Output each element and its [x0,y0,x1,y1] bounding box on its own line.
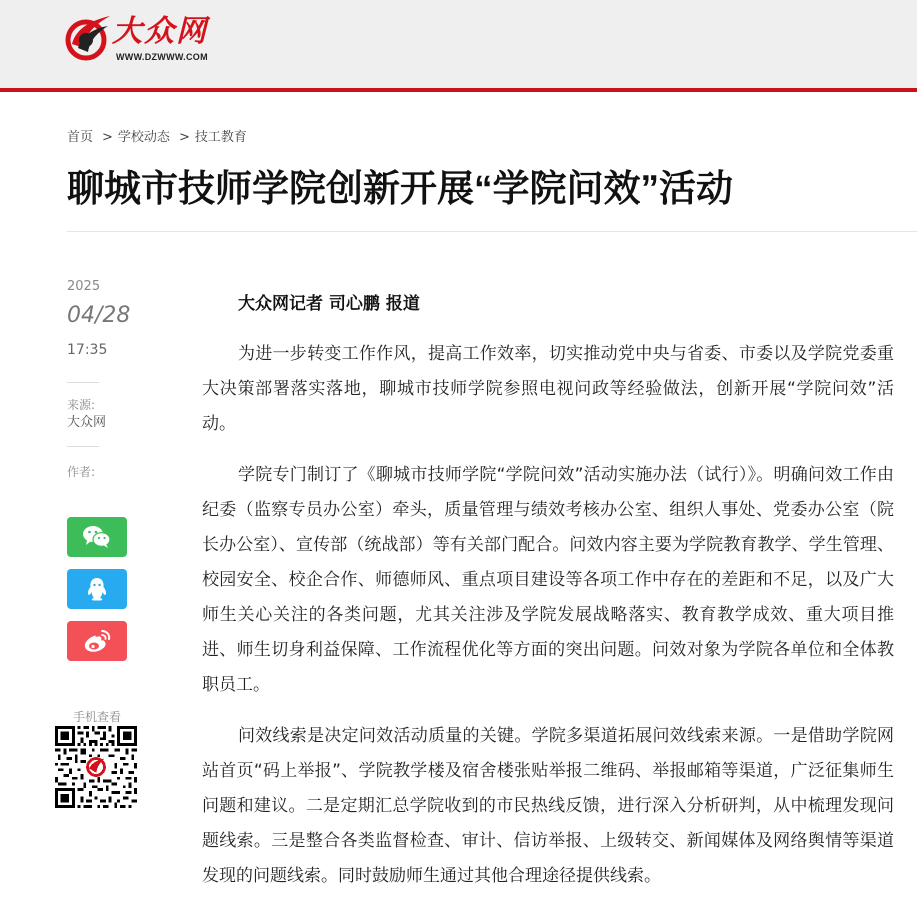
breadcrumb-separator: > [178,130,190,145]
breadcrumb-technical-education[interactable]: 技工教育 [194,130,247,145]
mobile-view-label: 手机查看 [72,710,121,724]
logo-swirl-icon [64,10,114,62]
article-title: 聊城市技师学院创新开展“学院问效”活动 [67,168,733,209]
article-paragraph: 问效线索是决定问效活动质量的关键。学院多渠道拓展问效线索来源。一是借助学院网站首页“码上举报”、学院教学楼及宿舍楼张贴举报二维码、举报邮箱等渠道，广泛征集师生问题和建议。二是定期汇总学院收到的市民热线反馈，进行深入分析研判，从中梳理发现问题线索。三是整合各类监督检查、审计、信访举报、上级转交、新闻媒体及网络舆情等渠道发现的问题线索。同时鼓励师生通过其他合理途径提供线索。 [202,726,894,886]
qq-icon [86,576,108,602]
breadcrumb-home[interactable]: 首页 [67,130,94,145]
article-paragraph: 学院专门制订了《聊城市技师学院“学院问效”活动实施办法（试行）》。明确问效工作由纪委（监察专员办公室）牵头，质量管理与绩效考核办公室、组织人事处、党委办公室（院长办公室）、宣传部（统战部）等有关部门配合。问效内容主要为学院教育教学、学生管理、校园安全、校企合作、师德师风、重点项目建设等各项工作中存在的差距和不足，以及广大师生关心关注的各类问题，尤其关注涉及学院发展战略落实、教育教学成效、重大项目推进、师生切身利益保障、工作流程优化等方面的突出问题。问效对象为学院各单位和全体教职员工。 [202,465,894,695]
article-paragraph: 为进一步转变工作作风，提高工作效率，切实推动党中央与省委、市委以及学院党委重大决策部署落实落地，聊城市技师学院参照电视问政等经验做法，创新开展“学院问效”活动。 [202,344,894,434]
title-divider [67,231,917,232]
meta-divider [67,382,99,383]
qr-code-image [55,726,137,808]
site-logo[interactable] [64,10,224,70]
breadcrumb-school-news[interactable]: 学校动态 [117,130,170,145]
publish-date: 04/28 [67,303,131,328]
share-qq-button[interactable] [67,569,127,609]
logo-wordmark: 大众网 [112,14,208,49]
share-wechat-button[interactable] [67,517,127,557]
article-body [202,287,894,910]
author-label: 作者: [67,465,96,479]
breadcrumb-separator: > [102,130,113,145]
article-byline: 大众网记者 司心鹏 报道 [238,294,420,314]
share-weibo-button[interactable] [67,621,127,661]
source-value: 大众网 [67,415,107,430]
wechat-icon [82,524,112,550]
publish-time: 17:35 [67,342,108,358]
logo-url: WWW.DZWWW.COM [116,52,208,62]
weibo-icon [82,628,112,654]
meta-divider [67,446,99,447]
publish-year: 2025 [67,279,101,294]
source-label: 来源: [67,398,96,412]
site-header [0,0,917,88]
header-divider [0,88,917,92]
breadcrumb [67,129,247,147]
